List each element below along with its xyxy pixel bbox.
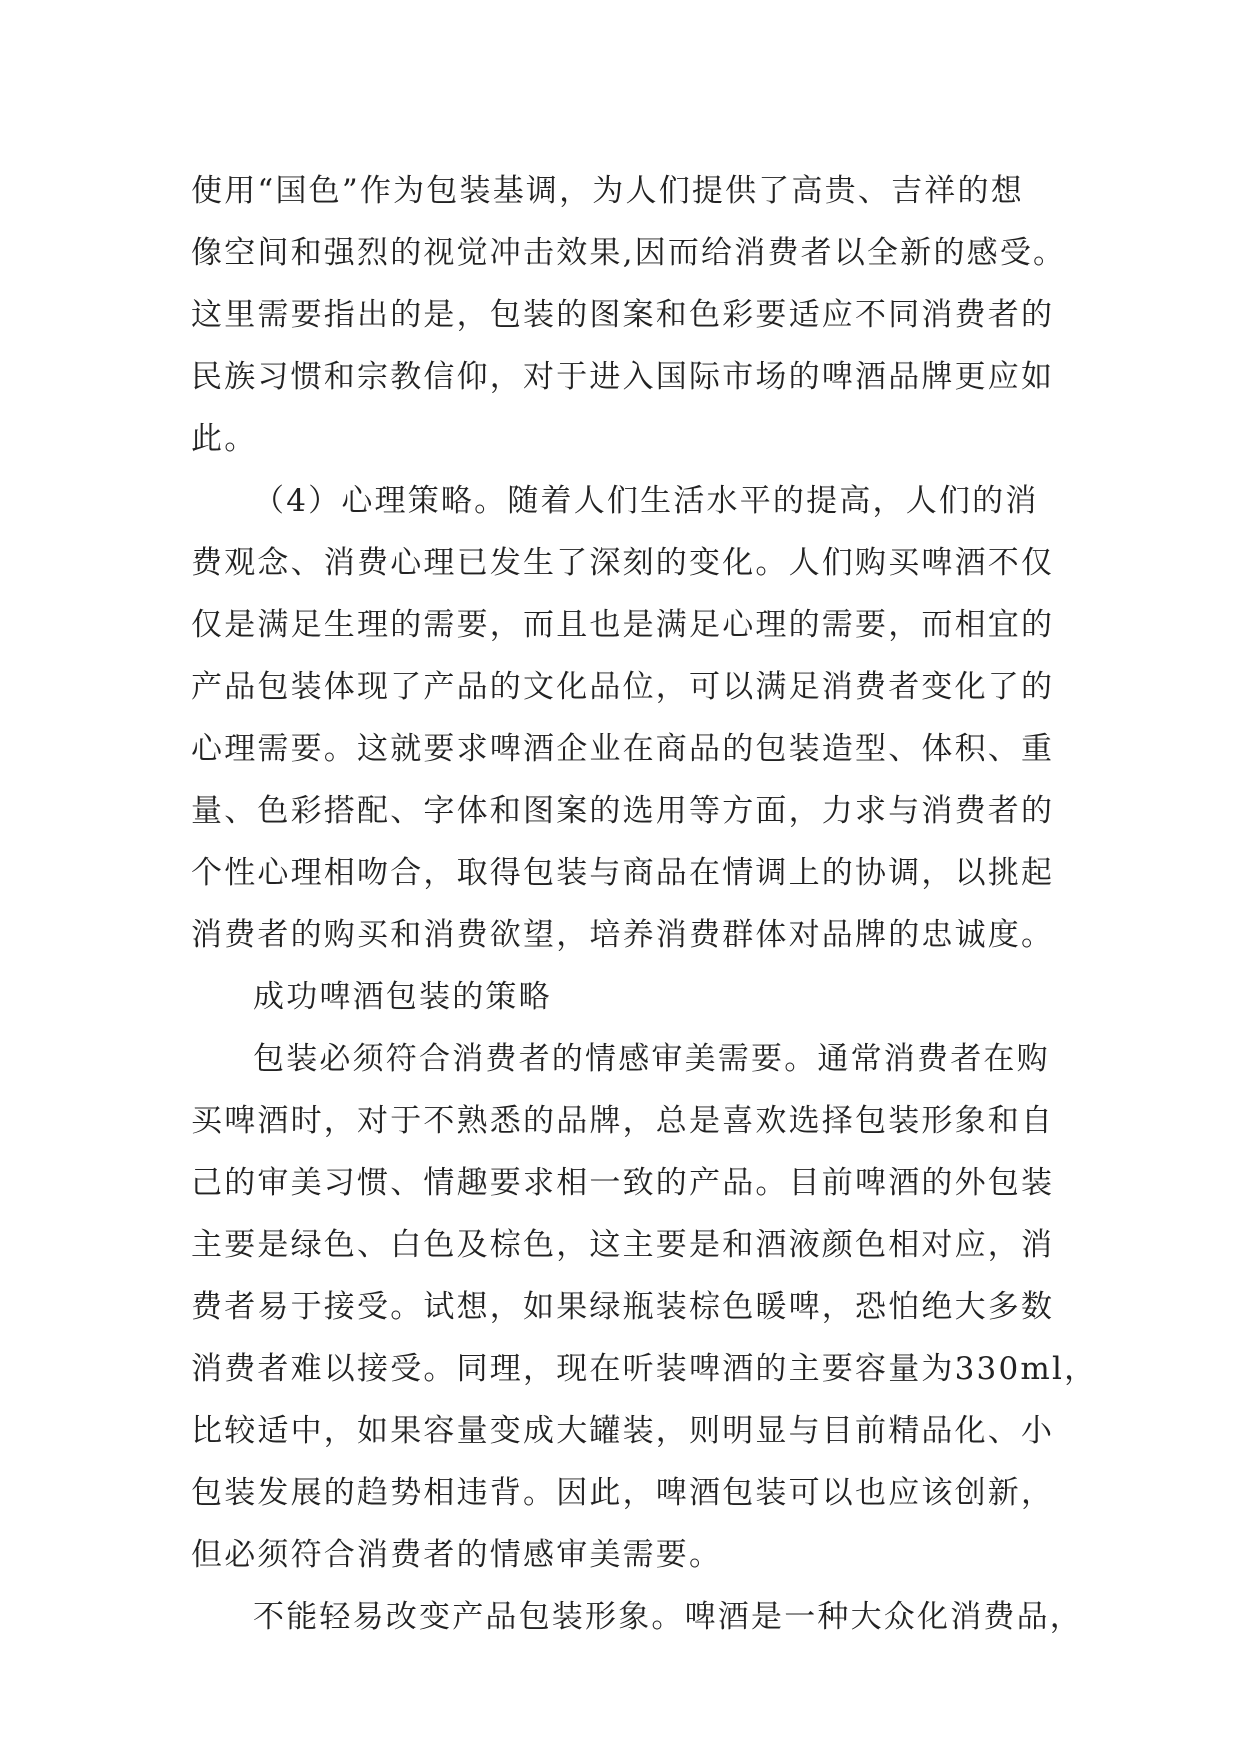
text-line: 买啤酒时，对于不熟悉的品牌，总是喜欢选择包装形象和自 (191, 1103, 1055, 1139)
section-heading: 成功啤酒包装的策略 (253, 979, 552, 1015)
text-line: 比较适中，如果容量变成大罐装，则明显与目前精品化、小 (191, 1413, 1055, 1449)
text-line: 个性心理相吻合，取得包装与商品在情调上的协调，以挑起 (191, 855, 1055, 891)
text-line: 己的审美习惯、情趣要求相一致的产品。目前啤酒的外包装 (191, 1165, 1055, 1201)
text-line: 费者易于接受。试想，如果绿瓶装棕色暖啤，恐怕绝大多数 (191, 1289, 1055, 1325)
paragraph-start-line: 包装必须符合消费者的情感审美需要。通常消费者在购 (253, 1041, 1050, 1077)
text-line: 像空间和强烈的视觉冲击效果,因而给消费者以全新的感受。 (191, 235, 1067, 271)
text-line: 使用“国色”作为包装基调，为人们提供了高贵、吉祥的想 (191, 173, 1024, 209)
paragraph-start-line: （4）心理策略。随着人们生活水平的提高，人们的消 (253, 483, 1039, 519)
paragraph-start-line: 不能轻易改变产品包装形象。啤酒是一种大众化消费品， (253, 1599, 1083, 1635)
text-line: 包装发展的趋势相违背。因此，啤酒包装可以也应该创新， (191, 1475, 1055, 1511)
text-line: 量、色彩搭配、字体和图案的选用等方面，力求与消费者的 (191, 793, 1055, 829)
text-line: 主要是绿色、白色及棕色，这主要是和酒液颜色相对应，消 (191, 1227, 1055, 1263)
text-line: 此。 (191, 421, 258, 457)
text-line: 这里需要指出的是，包装的图案和色彩要适应不同消费者的 (191, 297, 1055, 333)
text-line: 费观念、消费心理已发生了深刻的变化。人们购买啤酒不仅 (191, 545, 1055, 581)
text-line: 产品包装体现了产品的文化品位，可以满足消费者变化了的 (191, 669, 1055, 705)
text-line: 民族习惯和宗教信仰，对于进入国际市场的啤酒品牌更应如 (191, 359, 1055, 395)
body-text (191, 160, 1098, 1648)
text-line: 消费者的购买和消费欲望，培养消费群体对品牌的忠诚度。 (191, 917, 1055, 953)
text-line: 心理需要。这就要求啤酒企业在商品的包装造型、体积、重 (191, 731, 1055, 767)
text-line: 但必须符合消费者的情感审美需要。 (191, 1537, 723, 1573)
text-line: 消费者难以接受。同理，现在听装啤酒的主要容量为330ml， (191, 1351, 1098, 1387)
text-line: 仅是满足生理的需要，而且也是满足心理的需要，而相宜的 (191, 607, 1055, 643)
